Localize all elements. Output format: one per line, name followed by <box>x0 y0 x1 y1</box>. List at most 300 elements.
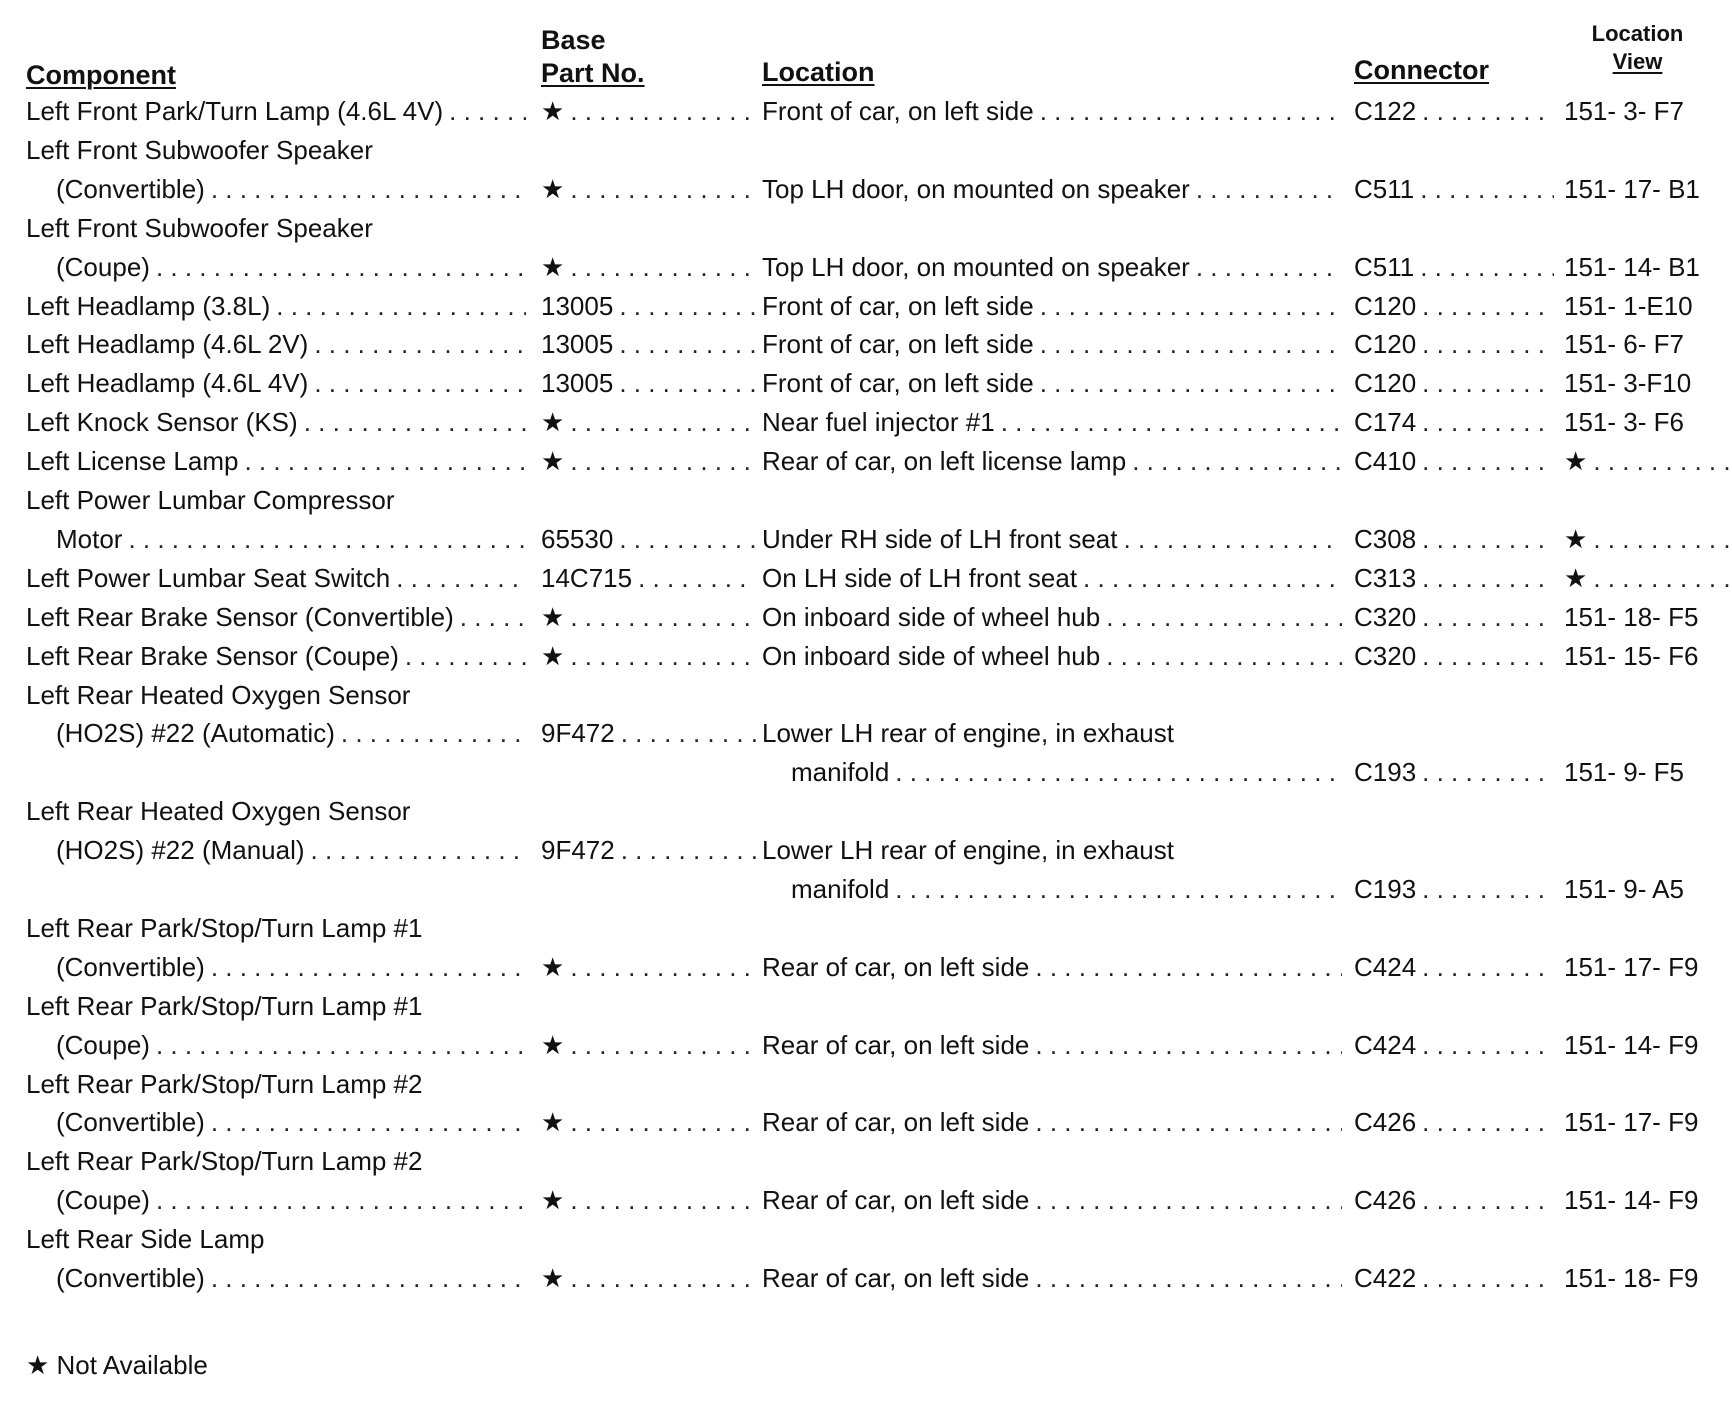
location-view-cell-text: 151- 18- F5 <box>1564 602 1699 632</box>
location-view-cell <box>1564 1105 1732 1139</box>
component-cell <box>56 1183 526 1217</box>
location-cell <box>762 172 1342 206</box>
leader-dots <box>1416 444 1554 478</box>
header-connector: Connector <box>1354 55 1489 85</box>
component-cell-text: Left Rear Side Lamp <box>26 1224 265 1254</box>
part-number-cell-text: 13005 <box>541 368 614 398</box>
leader-dots <box>1416 366 1554 400</box>
leader-dots <box>1416 522 1554 556</box>
location-view-cell-text: 151- 18- F9 <box>1564 1263 1699 1293</box>
location-view-cell-text: ★ <box>1564 446 1588 476</box>
location-view-cell-text: ★ <box>1564 524 1588 554</box>
component-cell <box>26 133 526 167</box>
leader-dots <box>270 289 526 323</box>
component-cell <box>56 833 526 867</box>
part-number-cell-text: ★ <box>541 1107 565 1137</box>
leader-dots <box>1416 327 1554 361</box>
header-component: Component <box>26 60 176 90</box>
component-cell <box>26 289 526 323</box>
component-cell-text: Left Rear Heated Oxygen Sensor <box>26 796 411 826</box>
connector-cell <box>1354 1261 1554 1295</box>
component-cell-text: Left Power Lumbar Compressor <box>26 485 395 515</box>
location-cell <box>762 366 1342 400</box>
component-cell-text: (Convertible) <box>56 174 205 204</box>
connector-cell-text: C511 <box>1354 174 1415 204</box>
table-row <box>0 1105 1732 1139</box>
leader-dots <box>1126 444 1342 478</box>
location-cell-text: Front of car, on left side <box>762 291 1034 321</box>
table-row <box>0 911 1732 945</box>
leader-dots <box>1029 1105 1342 1139</box>
table-row <box>0 1067 1732 1101</box>
component-cell-text: (Convertible) <box>56 1263 205 1293</box>
leader-dots <box>150 1028 526 1062</box>
part-number-cell <box>541 405 756 439</box>
location-cell-text: On LH side of LH front seat <box>762 563 1078 593</box>
location-view-cell-text: 151- 14- F9 <box>1564 1030 1699 1060</box>
location-view-cell <box>1564 755 1732 789</box>
header-location-view: Location View <box>1591 21 1684 74</box>
leader-dots <box>1118 522 1343 556</box>
component-cell <box>26 483 526 517</box>
location-view-cell <box>1564 522 1732 556</box>
connector-cell-text: C308 <box>1354 524 1417 554</box>
leader-dots <box>1029 1028 1342 1062</box>
location-cell-text: Rear of car, on left side <box>762 1185 1030 1215</box>
leader-dots <box>564 444 756 478</box>
location-view-cell <box>1564 950 1732 984</box>
part-number-cell-text: ★ <box>541 1030 565 1060</box>
leader-dots <box>205 172 526 206</box>
table-row <box>0 444 1732 478</box>
leader-dots <box>150 1183 526 1217</box>
table-row <box>0 1222 1732 1256</box>
part-number-cell <box>541 289 756 323</box>
table-row <box>0 250 1732 284</box>
connector-cell-text: C122 <box>1354 96 1417 126</box>
component-cell <box>26 678 526 712</box>
component-cell <box>26 444 526 478</box>
leader-dots <box>1416 289 1554 323</box>
part-number-cell <box>541 1261 756 1295</box>
component-cell <box>26 989 526 1023</box>
connector-cell <box>1354 327 1554 361</box>
part-number-cell-text: ★ <box>541 602 565 632</box>
component-cell <box>26 405 526 439</box>
component-cell-text: Left Headlamp (4.6L 2V) <box>26 329 309 359</box>
leader-dots <box>443 94 526 128</box>
component-cell-text: (HO2S) #22 (Automatic) <box>56 718 335 748</box>
location-cell <box>762 94 1342 128</box>
component-cell-text: Left License Lamp <box>26 446 239 476</box>
footnote: ★ Not Available <box>26 1350 208 1380</box>
location-cell <box>762 600 1342 634</box>
leader-dots <box>632 561 756 595</box>
table-row <box>0 678 1732 712</box>
part-number-cell-text: 13005 <box>541 329 614 359</box>
component-cell <box>56 172 526 206</box>
table-row <box>0 289 1732 323</box>
component-cell-text: (Convertible) <box>56 1107 205 1137</box>
connector-cell-text: C424 <box>1354 1030 1417 1060</box>
connector-cell <box>1354 755 1554 789</box>
location-cell <box>762 833 1342 867</box>
leader-dots <box>335 716 526 750</box>
component-cell-text: Left Headlamp (4.6L 4V) <box>26 368 309 398</box>
connector-cell <box>1354 366 1554 400</box>
leader-dots <box>1414 172 1554 206</box>
location-view-cell-text: ★ <box>1564 563 1588 593</box>
leader-dots <box>1587 444 1732 478</box>
component-cell-text: Left Rear Brake Sensor (Coupe) <box>26 641 399 671</box>
table-row <box>0 483 1732 517</box>
leader-dots <box>205 1105 526 1139</box>
component-cell <box>26 94 526 128</box>
connector-cell <box>1354 950 1554 984</box>
connector-cell-text: C120 <box>1354 368 1417 398</box>
table-row <box>0 639 1732 673</box>
part-number-cell-text: ★ <box>541 96 565 126</box>
location-cell <box>762 716 1342 750</box>
location-cell-text: Rear of car, on left side <box>762 1030 1030 1060</box>
leader-dots <box>298 405 526 439</box>
component-cell <box>56 1261 526 1295</box>
leader-dots <box>1416 94 1554 128</box>
connector-cell-text: C511 <box>1354 252 1415 282</box>
table-row <box>0 561 1732 595</box>
table-row <box>0 600 1732 634</box>
leader-dots <box>1034 289 1342 323</box>
location-view-cell <box>1564 366 1732 400</box>
location-cell <box>762 289 1342 323</box>
location-view-cell-text: 151- 14- F9 <box>1564 1185 1699 1215</box>
leader-dots <box>564 172 756 206</box>
location-cell-text: On inboard side of wheel hub <box>762 641 1101 671</box>
leader-dots <box>613 366 756 400</box>
component-cell-text: Motor <box>56 524 123 554</box>
header-base: Base <box>541 25 606 55</box>
location-cell <box>762 639 1342 673</box>
connector-cell-text: C120 <box>1354 329 1417 359</box>
leader-dots <box>1077 561 1342 595</box>
leader-dots <box>613 522 756 556</box>
leader-dots <box>305 833 526 867</box>
leader-dots <box>564 1183 756 1217</box>
table-row <box>0 1261 1732 1295</box>
location-view-cell-text: 151- 17- F9 <box>1564 1107 1699 1137</box>
leader-dots <box>1416 600 1554 634</box>
leader-dots <box>399 639 526 673</box>
location-cell-text: Near fuel injector #1 <box>762 407 995 437</box>
leader-dots <box>1416 872 1554 906</box>
part-number-cell <box>541 716 756 750</box>
header-part-no: Part No. <box>541 58 645 88</box>
table-row <box>0 872 1732 906</box>
table-row <box>0 1183 1732 1217</box>
leader-dots <box>1587 522 1732 556</box>
component-cell <box>26 211 526 245</box>
location-cell-text: Front of car, on left side <box>762 329 1034 359</box>
location-cell <box>762 1028 1342 1062</box>
part-number-cell-text: 9F472 <box>541 835 615 865</box>
location-cell-text: Rear of car, on left side <box>762 952 1030 982</box>
component-cell-text: Left Rear Park/Stop/Turn Lamp #2 <box>26 1069 423 1099</box>
location-cell <box>791 872 1342 906</box>
component-cell-text: (Coupe) <box>56 252 150 282</box>
component-cell <box>56 522 526 556</box>
location-view-cell <box>1564 327 1732 361</box>
connector-cell-text: C120 <box>1354 291 1417 321</box>
part-number-cell-text: 14C715 <box>541 563 633 593</box>
location-cell <box>762 950 1342 984</box>
leader-dots <box>1190 172 1342 206</box>
part-number-cell <box>541 833 756 867</box>
leader-dots <box>122 522 526 556</box>
table-row <box>0 94 1732 128</box>
leader-dots <box>615 716 756 750</box>
table-row <box>0 327 1732 361</box>
leader-dots <box>1416 1261 1554 1295</box>
connector-cell-text: C313 <box>1354 563 1417 593</box>
component-cell-text: (HO2S) #22 (Manual) <box>56 835 305 865</box>
leader-dots <box>1416 1105 1554 1139</box>
part-number-cell <box>541 94 756 128</box>
table-row <box>0 1028 1732 1062</box>
connector-cell <box>1354 522 1554 556</box>
connector-cell-text: C410 <box>1354 446 1417 476</box>
component-cell <box>26 600 526 634</box>
leader-dots <box>613 289 756 323</box>
location-view-cell <box>1564 405 1732 439</box>
location-view-cell-text: 151- 14- B1 <box>1564 252 1700 282</box>
component-cell-text: (Convertible) <box>56 952 205 982</box>
leader-dots <box>1100 639 1342 673</box>
table-row <box>0 833 1732 867</box>
part-number-cell-text: ★ <box>541 407 565 437</box>
location-cell <box>762 561 1342 595</box>
connector-cell <box>1354 1183 1554 1217</box>
connector-cell-text: C193 <box>1354 757 1417 787</box>
component-cell-text: Left Headlamp (3.8L) <box>26 291 271 321</box>
leader-dots <box>564 94 756 128</box>
leader-dots <box>613 327 756 361</box>
component-cell-text: (Coupe) <box>56 1030 150 1060</box>
leader-dots <box>1029 1261 1342 1295</box>
leader-dots <box>564 1105 756 1139</box>
leader-dots <box>308 327 526 361</box>
connector-cell-text: C174 <box>1354 407 1417 437</box>
component-cell <box>26 366 526 400</box>
leader-dots <box>1416 1028 1554 1062</box>
component-cell <box>26 911 526 945</box>
leader-dots <box>889 872 1342 906</box>
location-view-cell-text: 151- 9- F5 <box>1564 757 1684 787</box>
component-cell-text: Left Rear Park/Stop/Turn Lamp #1 <box>26 913 423 943</box>
leader-dots <box>1416 1183 1554 1217</box>
connector-cell-text: C426 <box>1354 1185 1417 1215</box>
location-view-cell <box>1564 289 1732 323</box>
leader-dots <box>1416 639 1554 673</box>
leader-dots <box>454 600 526 634</box>
connector-cell <box>1354 561 1554 595</box>
location-cell <box>791 755 1342 789</box>
location-cell-text: Top LH door, on mounted on speaker <box>762 174 1190 204</box>
component-cell <box>26 327 526 361</box>
leader-dots <box>1100 600 1342 634</box>
location-cell-text: Rear of car, on left side <box>762 1107 1030 1137</box>
location-cell-text: Top LH door, on mounted on speaker <box>762 252 1190 282</box>
part-number-cell <box>541 1105 756 1139</box>
location-view-cell <box>1564 1261 1732 1295</box>
table-row <box>0 950 1732 984</box>
leader-dots <box>1190 250 1342 284</box>
connector-cell <box>1354 872 1554 906</box>
table-row <box>0 716 1732 750</box>
location-cell-text: Rear of car, on left license lamp <box>762 446 1127 476</box>
location-cell <box>762 1105 1342 1139</box>
connector-cell <box>1354 289 1554 323</box>
table-row <box>0 133 1732 167</box>
leader-dots <box>150 250 526 284</box>
leader-dots <box>1034 327 1342 361</box>
part-number-cell <box>541 172 756 206</box>
header-location: Location <box>762 57 875 87</box>
component-cell-text: Left Rear Park/Stop/Turn Lamp #1 <box>26 991 423 1021</box>
location-cell-text: On inboard side of wheel hub <box>762 602 1101 632</box>
leader-dots <box>889 755 1342 789</box>
component-cell-text: Left Power Lumbar Seat Switch <box>26 563 391 593</box>
location-view-cell-text: 151- 9- A5 <box>1564 874 1684 904</box>
leader-dots <box>205 1261 526 1295</box>
connector-cell <box>1354 444 1554 478</box>
part-number-cell <box>541 250 756 284</box>
component-cell <box>26 561 526 595</box>
part-number-cell <box>541 561 756 595</box>
component-cell <box>26 1222 526 1256</box>
location-cell-text: manifold <box>791 874 890 904</box>
leader-dots <box>1029 950 1342 984</box>
table-row <box>0 755 1732 789</box>
part-number-cell-text: 13005 <box>541 291 614 321</box>
leader-dots <box>564 250 756 284</box>
leader-dots <box>564 639 756 673</box>
connector-cell-text: C422 <box>1354 1263 1417 1293</box>
connector-cell-text: C426 <box>1354 1107 1417 1137</box>
location-view-cell <box>1564 250 1732 284</box>
part-number-cell <box>541 1183 756 1217</box>
table-row <box>0 522 1732 556</box>
part-number-cell-text: 9F472 <box>541 718 615 748</box>
connector-cell-text: C193 <box>1354 874 1417 904</box>
leader-dots <box>1029 1183 1342 1217</box>
location-view-cell <box>1564 561 1732 595</box>
leader-dots <box>615 833 756 867</box>
table-row <box>0 794 1732 828</box>
table-row <box>0 1144 1732 1178</box>
component-cell <box>26 794 526 828</box>
leader-dots <box>1587 561 1732 595</box>
component-cell-text: Left Rear Heated Oxygen Sensor <box>26 680 411 710</box>
leader-dots <box>308 366 526 400</box>
leader-dots <box>205 950 526 984</box>
part-number-cell <box>541 522 756 556</box>
location-view-cell <box>1564 600 1732 634</box>
location-view-cell-text: 151- 3-F10 <box>1564 368 1692 398</box>
location-view-cell <box>1564 1028 1732 1062</box>
part-number-cell <box>541 600 756 634</box>
part-number-cell <box>541 327 756 361</box>
part-number-cell-text: ★ <box>541 952 565 982</box>
leader-dots <box>564 405 756 439</box>
leader-dots <box>390 561 526 595</box>
part-number-cell <box>541 444 756 478</box>
connector-cell <box>1354 250 1554 284</box>
location-cell-text: manifold <box>791 757 890 787</box>
leader-dots <box>564 1028 756 1062</box>
location-cell <box>762 405 1342 439</box>
component-cell-text: Left Rear Park/Stop/Turn Lamp #2 <box>26 1146 423 1176</box>
location-view-cell-text: 151- 3- F6 <box>1564 407 1684 437</box>
table-row <box>0 366 1732 400</box>
part-number-cell-text: ★ <box>541 174 565 204</box>
component-cell-text: Left Knock Sensor (KS) <box>26 407 298 437</box>
location-cell <box>762 250 1342 284</box>
location-cell-text: Rear of car, on left side <box>762 1263 1030 1293</box>
leader-dots <box>1034 94 1342 128</box>
component-cell <box>56 250 526 284</box>
part-number-cell <box>541 639 756 673</box>
table-row <box>0 211 1732 245</box>
location-cell-text: Lower LH rear of engine, in exhaust <box>762 835 1174 865</box>
component-cell <box>26 1067 526 1101</box>
location-view-cell <box>1564 1183 1732 1217</box>
part-number-cell-text: ★ <box>541 252 565 282</box>
location-view-cell-text: 151- 6- F7 <box>1564 329 1684 359</box>
part-number-cell-text: ★ <box>541 1185 565 1215</box>
leader-dots <box>564 600 756 634</box>
part-number-cell-text: ★ <box>541 641 565 671</box>
connector-cell <box>1354 405 1554 439</box>
component-cell-text: Left Front Subwoofer Speaker <box>26 213 373 243</box>
part-number-cell <box>541 950 756 984</box>
component-cell <box>56 1105 526 1139</box>
location-view-cell <box>1564 172 1732 206</box>
location-view-cell-text: 151- 15- F6 <box>1564 641 1699 671</box>
location-cell <box>762 1261 1342 1295</box>
part-number-cell-text: 65530 <box>541 524 614 554</box>
component-cell <box>26 639 526 673</box>
leader-dots <box>1416 561 1554 595</box>
part-number-cell <box>541 366 756 400</box>
location-cell <box>762 522 1342 556</box>
part-number-cell-text: ★ <box>541 446 565 476</box>
location-cell <box>762 327 1342 361</box>
location-view-cell <box>1564 444 1732 478</box>
part-number-cell <box>541 1028 756 1062</box>
location-view-cell <box>1564 94 1732 128</box>
leader-dots <box>564 950 756 984</box>
location-cell <box>762 444 1342 478</box>
leader-dots <box>1416 755 1554 789</box>
leader-dots <box>238 444 526 478</box>
location-view-cell <box>1564 639 1732 673</box>
location-view-cell <box>1564 872 1732 906</box>
connector-cell <box>1354 600 1554 634</box>
connector-cell-text: C424 <box>1354 952 1417 982</box>
location-cell-text: Lower LH rear of engine, in exhaust <box>762 718 1174 748</box>
connector-cell <box>1354 1105 1554 1139</box>
component-cell-text: Left Front Park/Turn Lamp (4.6L 4V) <box>26 96 444 126</box>
